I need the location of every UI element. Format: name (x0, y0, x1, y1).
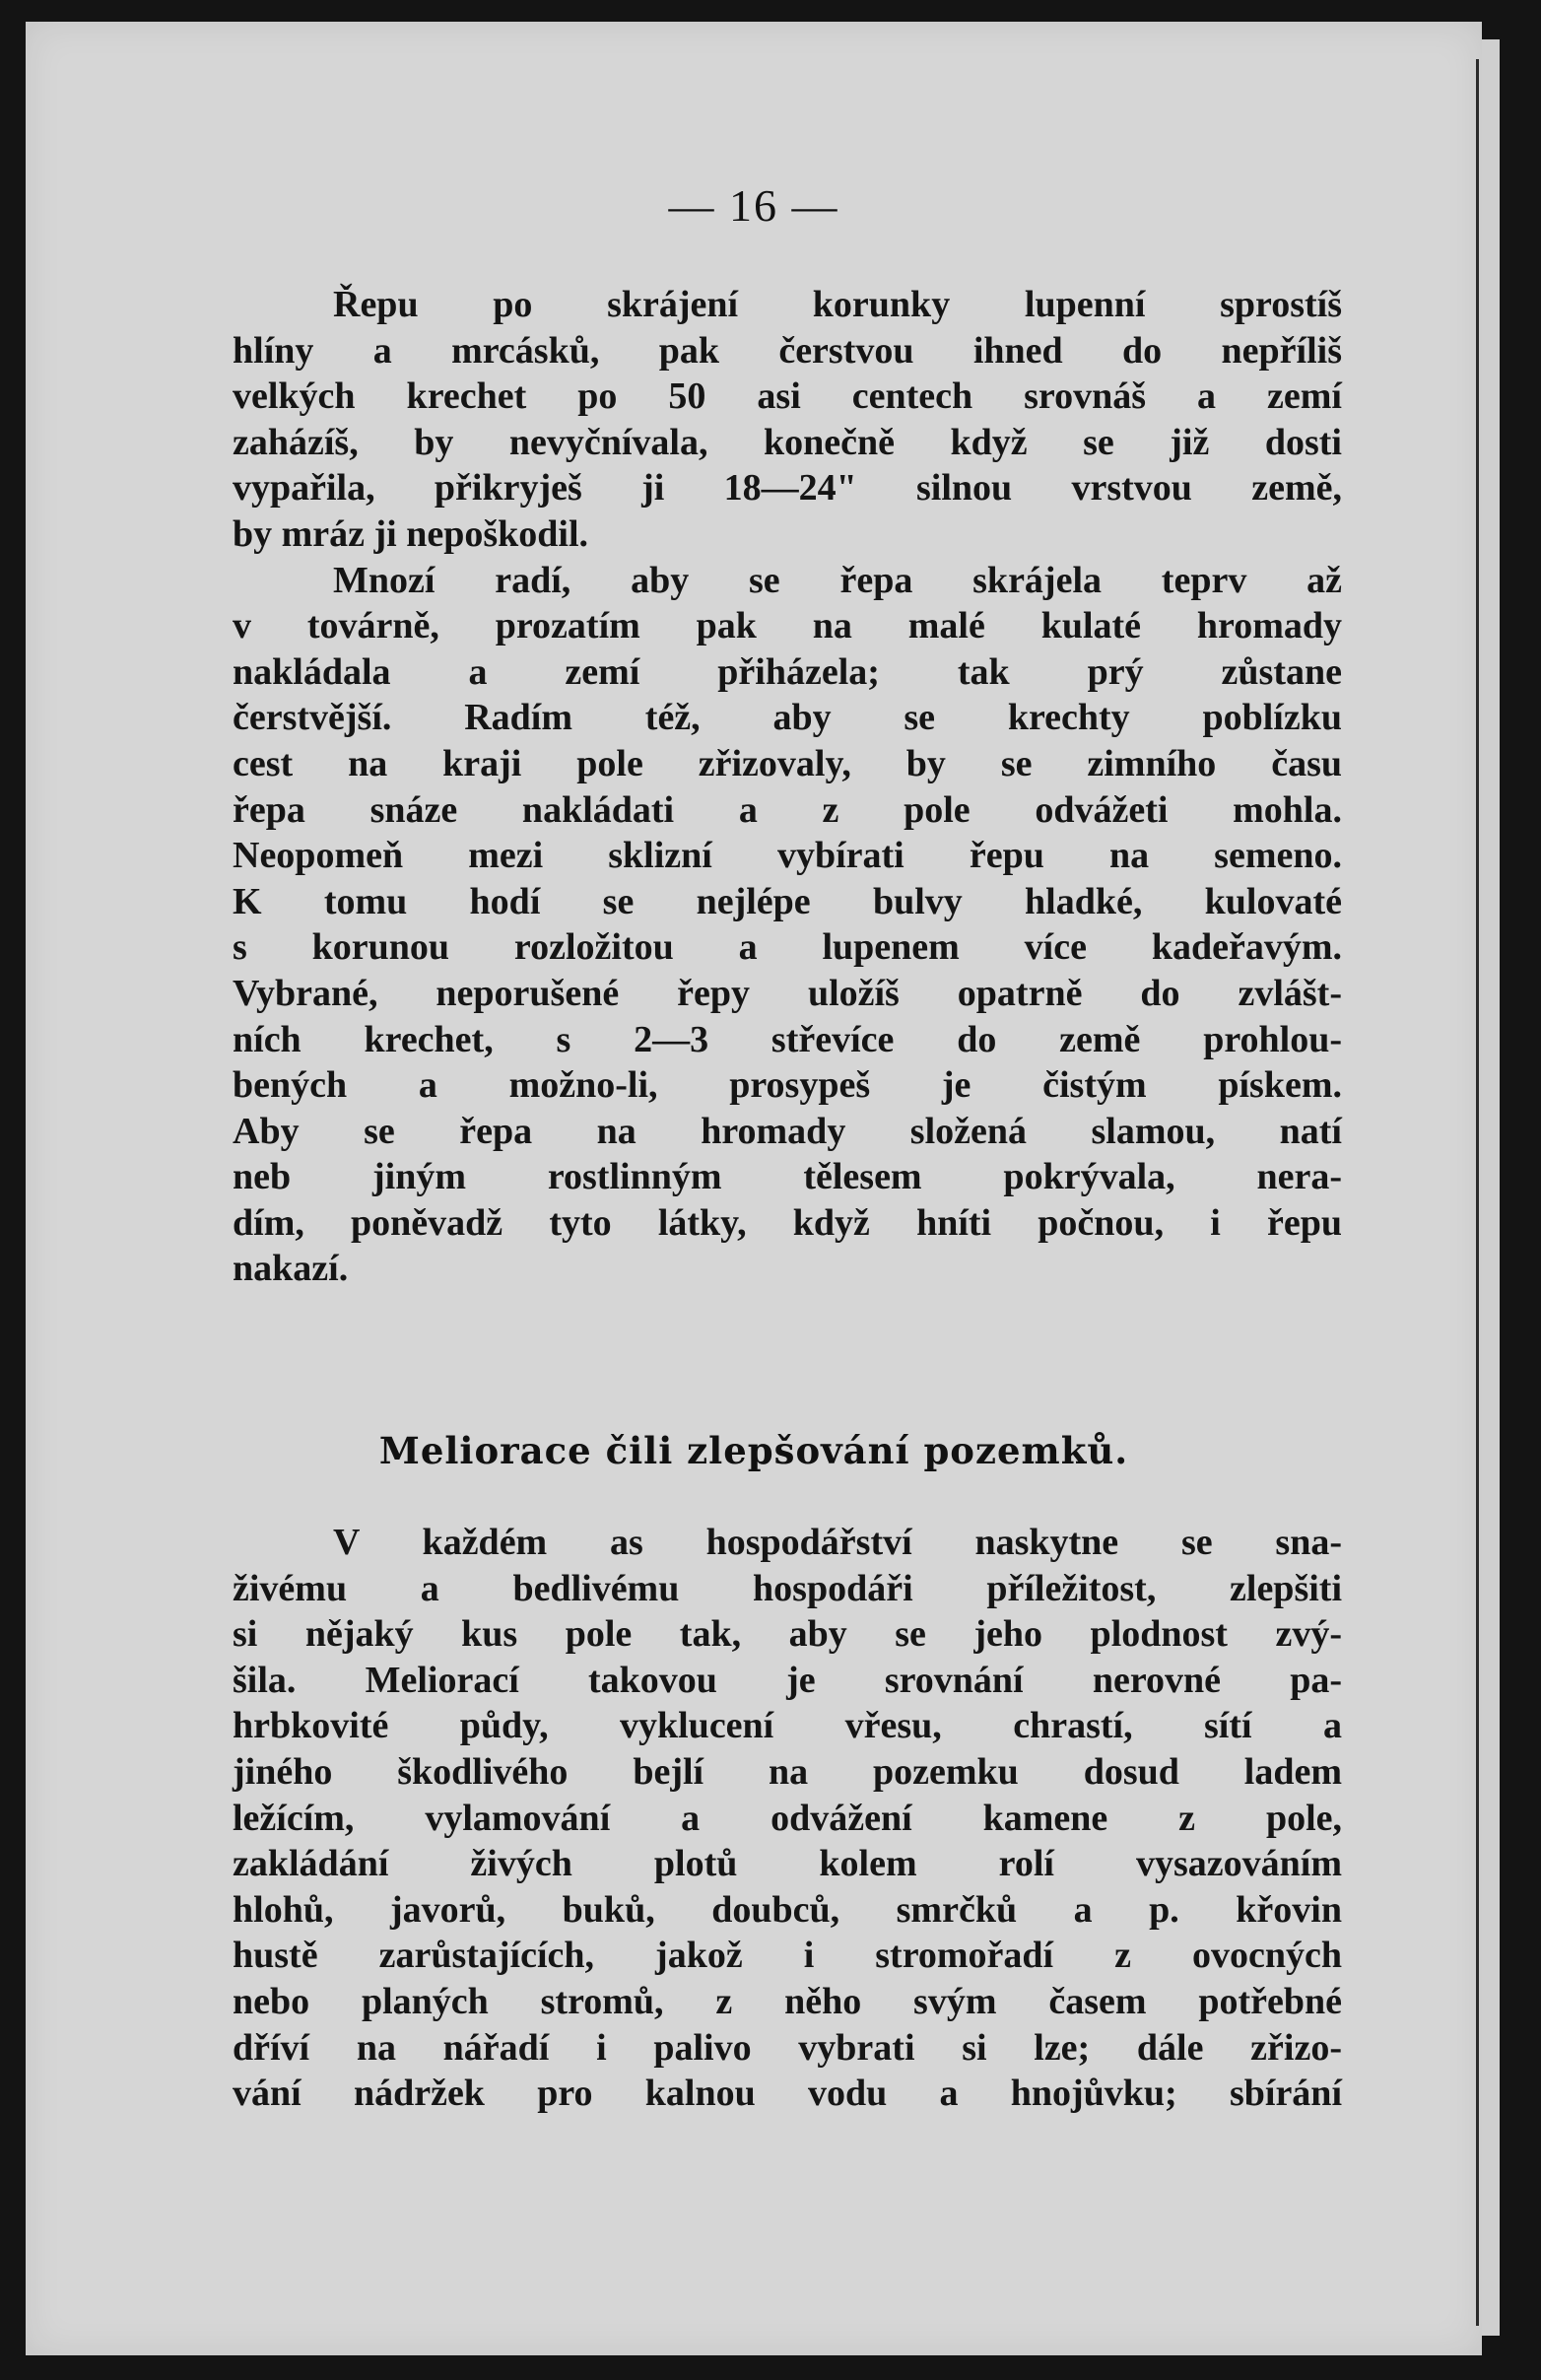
text-line: vypařila, přikryješ ji 18—24" silnou vrstvou země, (233, 467, 1342, 510)
text-line: vání nádržek pro kalnou vodu a hnojůvku; sbírání (233, 2073, 1342, 2115)
text-line: V každém as hospodářství naskytne se sna- (333, 1522, 1342, 1563)
text-line: K tomu hodí se nejlépe bulvy hladké, kulovaté (233, 880, 1342, 922)
paragraph-1 (233, 282, 1342, 558)
text-line: živému a bedlivému hospodáři příležitost, zlepšiti (233, 1567, 1342, 1609)
text-line: ních krechet, s 2—3 střevíce do země prohlou- (233, 1018, 1342, 1060)
text-line: by mráz ji nepoškodil. (233, 512, 589, 555)
text-line: Řepu po skrájení korunky lupenní sprostíš (333, 284, 1342, 325)
text-line: nakládala a zemí přiházela; tak prý zůstane (233, 650, 1342, 693)
text-line: jiného škodlivého bejlí na pozemku dosud ladem (233, 1750, 1342, 1793)
text-line: v továrně, prozatím pak na malé kulaté hromady (233, 605, 1342, 647)
text-line: Aby se řepa na hromady složená slamou, natí (233, 1110, 1342, 1152)
book-page (26, 22, 1482, 2355)
text-line: řepa snáze nakládati a z pole odvážeti mohla. (233, 788, 1342, 831)
text-line: hlohů, javorů, buků, doubců, smrčků a p. křovin (233, 1888, 1342, 1931)
text-line: hlíny a mrcásků, pak čerstvou ihned do nepříliš (233, 329, 1342, 372)
text-line: Vybrané, neporušené řepy uložíš opatrně do zvlášt- (233, 972, 1342, 1014)
text-line: si nějaký kus pole tak, aby se jeho plodnost zvý- (233, 1613, 1342, 1656)
page-fold-line (1476, 59, 1479, 2326)
body-text-bottom (233, 1520, 1342, 2117)
text-line: neb jiným rostlinným tělesem pokrývala, nera- (233, 1156, 1342, 1198)
text-line: ležícím, vylamování a odvážení kamene z pole, (233, 1797, 1342, 1839)
text-line: Neopomeň mezi sklizní vybírati řepu na semeno. (233, 835, 1342, 877)
text-line: dříví na nářadí i palivo vybrati si lze; dále zřizo- (233, 2026, 1342, 2069)
text-line: velkých krechet po 50 asi centech srovnáš a zemí (233, 375, 1342, 418)
text-line: dím, poněvadž tyto látky, když hníti počnou, i řepu (233, 1201, 1342, 1244)
text-line: nebo planých stromů, z něho svým časem potřebné (233, 1980, 1342, 2022)
text-line: nakazí. (233, 1248, 349, 1290)
adjacent-page-edge (1482, 39, 1500, 2336)
text-line: šila. Meliorací takovou je srovnání nerovné pa- (233, 1659, 1342, 1701)
text-line: s korunou rozložitou a lupenem více kadeřavým. (233, 926, 1342, 969)
text-line: Mnozí radí, aby se řepa skrájela teprv až (333, 559, 1342, 601)
text-line: bených a možno-li, prosypeš je čistým pískem. (233, 1064, 1342, 1107)
section-heading: Meliorace čili zlepšování pozemků. (378, 1429, 1129, 1472)
body-text-top (233, 282, 1342, 1292)
text-line: čerstvější. Radím též, aby se krechty poblízku (233, 697, 1342, 739)
paragraph-3 (233, 1520, 1342, 2117)
paragraph-2 (233, 558, 1342, 1293)
text-line: hrbkovité půdy, vyklucení vřesu, chrastí, sítí a (233, 1705, 1342, 1747)
text-line: zakládání živých plotů kolem rolí vysazováním (233, 1843, 1342, 1885)
page-number: — 16 — (668, 180, 839, 231)
text-line: zaházíš, by nevyčnívala, konečně když se již dosti (233, 421, 1342, 463)
text-line: hustě zarůstajících, jakož i stromořadí z ovocných (233, 1935, 1342, 1977)
text-line: cest na kraji pole zřizovaly, by se zimního času (233, 742, 1342, 784)
